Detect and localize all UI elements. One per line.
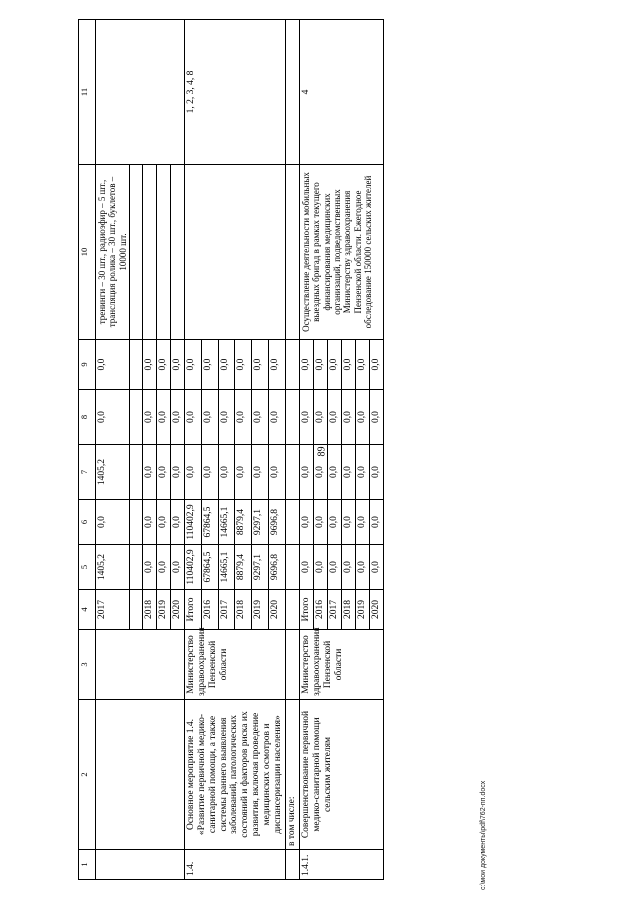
result-description: тренинги – 30 шт., радиоэфир – 5 шт., трансляция ролика – 30 шт., буклетов – 10000 шт. (96, 165, 130, 340)
measure-name: Основное мероприятие 1.4. «Развитие первичной медико-санитарной помощи, а также системы раннего выявления заболеваний, патологических состояний и факторов риска их развития, включая проведение медицинских осмотров и диспансеризации населения» (184, 700, 285, 850)
col-header: 3 (79, 630, 96, 700)
row-number: 1.4.1. (300, 850, 384, 880)
col-header: 2 (79, 700, 96, 850)
table-row: 2017 0,0 0,0 0,0 0,0 0,0 (327, 20, 341, 880)
col-header: 9 (79, 340, 96, 390)
table-row (286, 20, 300, 880)
executor: Министерство здравоохранения Пензенской области (300, 630, 384, 700)
table-row: 1.4. Основное мероприятие 1.4. «Развитие первичной медико-санитарной помощи, а также системы раннего выявления заболеваний, патологических состояний и факторов риска их развития, включая проведение медицинских осмотров и диспансеризации населения» Министерство здравоохранения Пензенской области Итого 110402,9 110402,9 0,0 0,0 0,0 1, 2, 3, 4, 8 (184, 20, 201, 880)
table-row: 2019 9297,1 9297,1 0,0 0,0 0,0 (252, 20, 269, 880)
table-row: 2017 1405,2 0,0 1405,2 0,0 0,0 тренинги – 30 шт., радиоэфир – 5 шт., трансляция ролика – 30 шт., буклетов – 10000 шт. (96, 20, 130, 880)
col-header: 7 (79, 445, 96, 500)
table-row: 2018 8879,4 8879,4 0,0 0,0 0,0 (235, 20, 252, 880)
col-header: 10 (79, 165, 96, 340)
table-row: 2018 0,0 0,0 0,0 0,0 0,0 (341, 20, 355, 880)
table-row: 2020 9696,8 9696,8 0,0 0,0 0,0 (269, 20, 286, 880)
table-row: 2020 0,0 0,0 0,0 0,0 0,0 (170, 20, 184, 880)
page-number: 89 (316, 446, 328, 457)
result-description: Осуществление деятельности мобильных выездных бригад в рамках текущего финансирования медицинских организаций, подведомственных Министерству здравоохранения Пензенской области. Ежегодное обследование 150000 сельских жителей (300, 165, 384, 340)
in-that-number-label: в том числе: (286, 700, 300, 850)
table-row: 2018 0,0 0,0 0,0 0,0 0,0 (143, 20, 157, 880)
table-row: 2019 0,0 0,0 0,0 0,0 0,0 (355, 20, 369, 880)
indicator-numbers: 1, 2, 3, 4, 8 (184, 20, 285, 165)
indicator-numbers: 4 (300, 20, 384, 165)
table-row: 2016 67864,5 67864,5 0,0 0,0 0,0 (201, 20, 218, 880)
row-number: 1.4. (184, 850, 285, 880)
col-header: 4 (79, 590, 96, 630)
col-header: 5 (79, 545, 96, 590)
col-header: 6 (79, 500, 96, 545)
table-row: 2016 0,0 0,0 0,0 0,0 0,0 (313, 20, 327, 880)
program-table (78, 19, 384, 880)
table-row: 1.4.1. Совершенствование первичной медико-санитарной помощи сельским жителям Министерство здравоохранения Пензенской области Итого 0,0 0,0 0,0 0,0 0,0 Осуществление деятельности мобильных выездных бригад в рамках текущего финансирования медицинских организаций, подведомственных Министерству здравоохранения Пензенской области. Ежегодное обследование 150000 сельских жителей 4 (300, 20, 314, 880)
table-row: 2017 14665,1 14665,1 0,0 0,0 0,0 (218, 20, 235, 880)
table-row: 2020 0,0 0,0 0,0 0,0 0,0 (369, 20, 383, 880)
table-row: 2019 0,0 0,0 0,0 0,0 0,0 (156, 20, 170, 880)
executor: Министерство здравоохранения Пензенской области (184, 630, 285, 700)
header-row (79, 20, 96, 880)
measure-name: Совершенствование первичной медико-санитарной помощи сельским жителям (300, 700, 384, 850)
footer-file-path: c:\мои документы\pdf\762-пп.docx (480, 780, 487, 890)
rotated-table-container (78, 20, 638, 880)
col-header: 1 (79, 850, 96, 880)
col-header: 11 (79, 20, 96, 165)
col-header: 8 (79, 390, 96, 445)
table-frame (78, 20, 638, 880)
